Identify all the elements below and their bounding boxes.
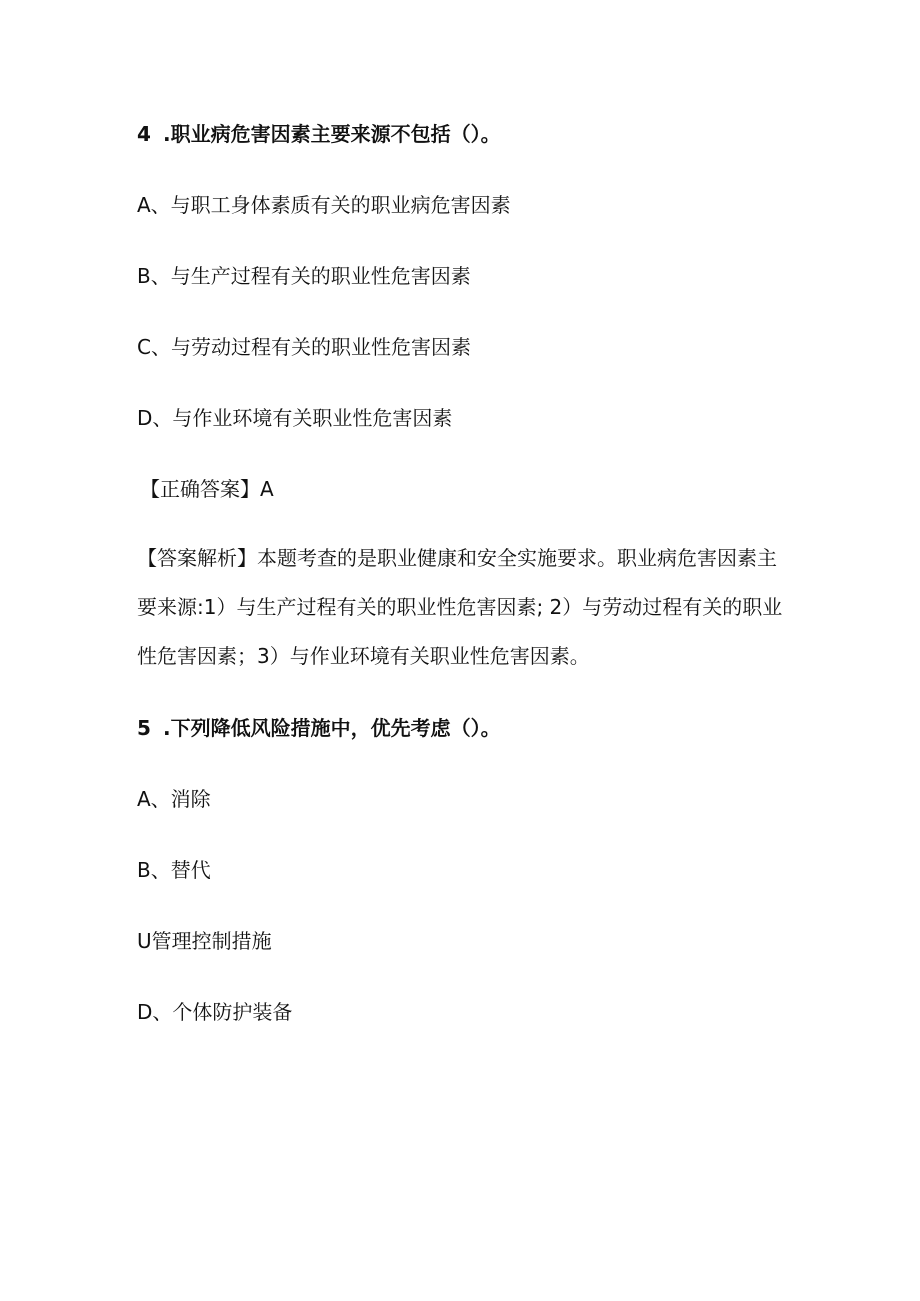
- question-number: 5: [137, 716, 151, 740]
- analysis-line: 【答案解析】本题考查的是职业健康和安全实施要求。职业病危害因素主: [137, 546, 777, 570]
- question-5-option-a: A、消除: [137, 787, 211, 811]
- analysis-line: 要来源:1）与生产过程有关的职业性危害因素; 2）与劳动过程有关的职业: [137, 595, 783, 619]
- question-5-option-c: U管理控制措施: [137, 929, 272, 953]
- question-text: .职业病危害因素主要来源不包括（）。: [163, 122, 501, 146]
- question-4-title: [137, 122, 501, 146]
- analysis-line: 性危害因素；3）与作业环境有关职业性危害因素。: [137, 644, 590, 668]
- question-4-correct-answer: 【正确答案】A: [140, 477, 274, 501]
- question-5-title: [137, 716, 501, 740]
- question-4-option-d: D、与作业环境有关职业性危害因素: [137, 406, 453, 430]
- question-text: .下列降低风险措施中，优先考虑（）。: [163, 716, 501, 740]
- question-5-option-b: B、替代: [137, 858, 211, 882]
- question-4-option-c: C、与劳动过程有关的职业性危害因素: [137, 335, 471, 359]
- question-4-analysis: [137, 534, 797, 681]
- question-number: 4: [137, 122, 151, 146]
- question-4-option-b: B、与生产过程有关的职业性危害因素: [137, 264, 471, 288]
- question-5-option-d: D、个体防护装备: [137, 1000, 293, 1024]
- question-4-option-a: A、与职工身体素质有关的职业病危害因素: [137, 193, 511, 217]
